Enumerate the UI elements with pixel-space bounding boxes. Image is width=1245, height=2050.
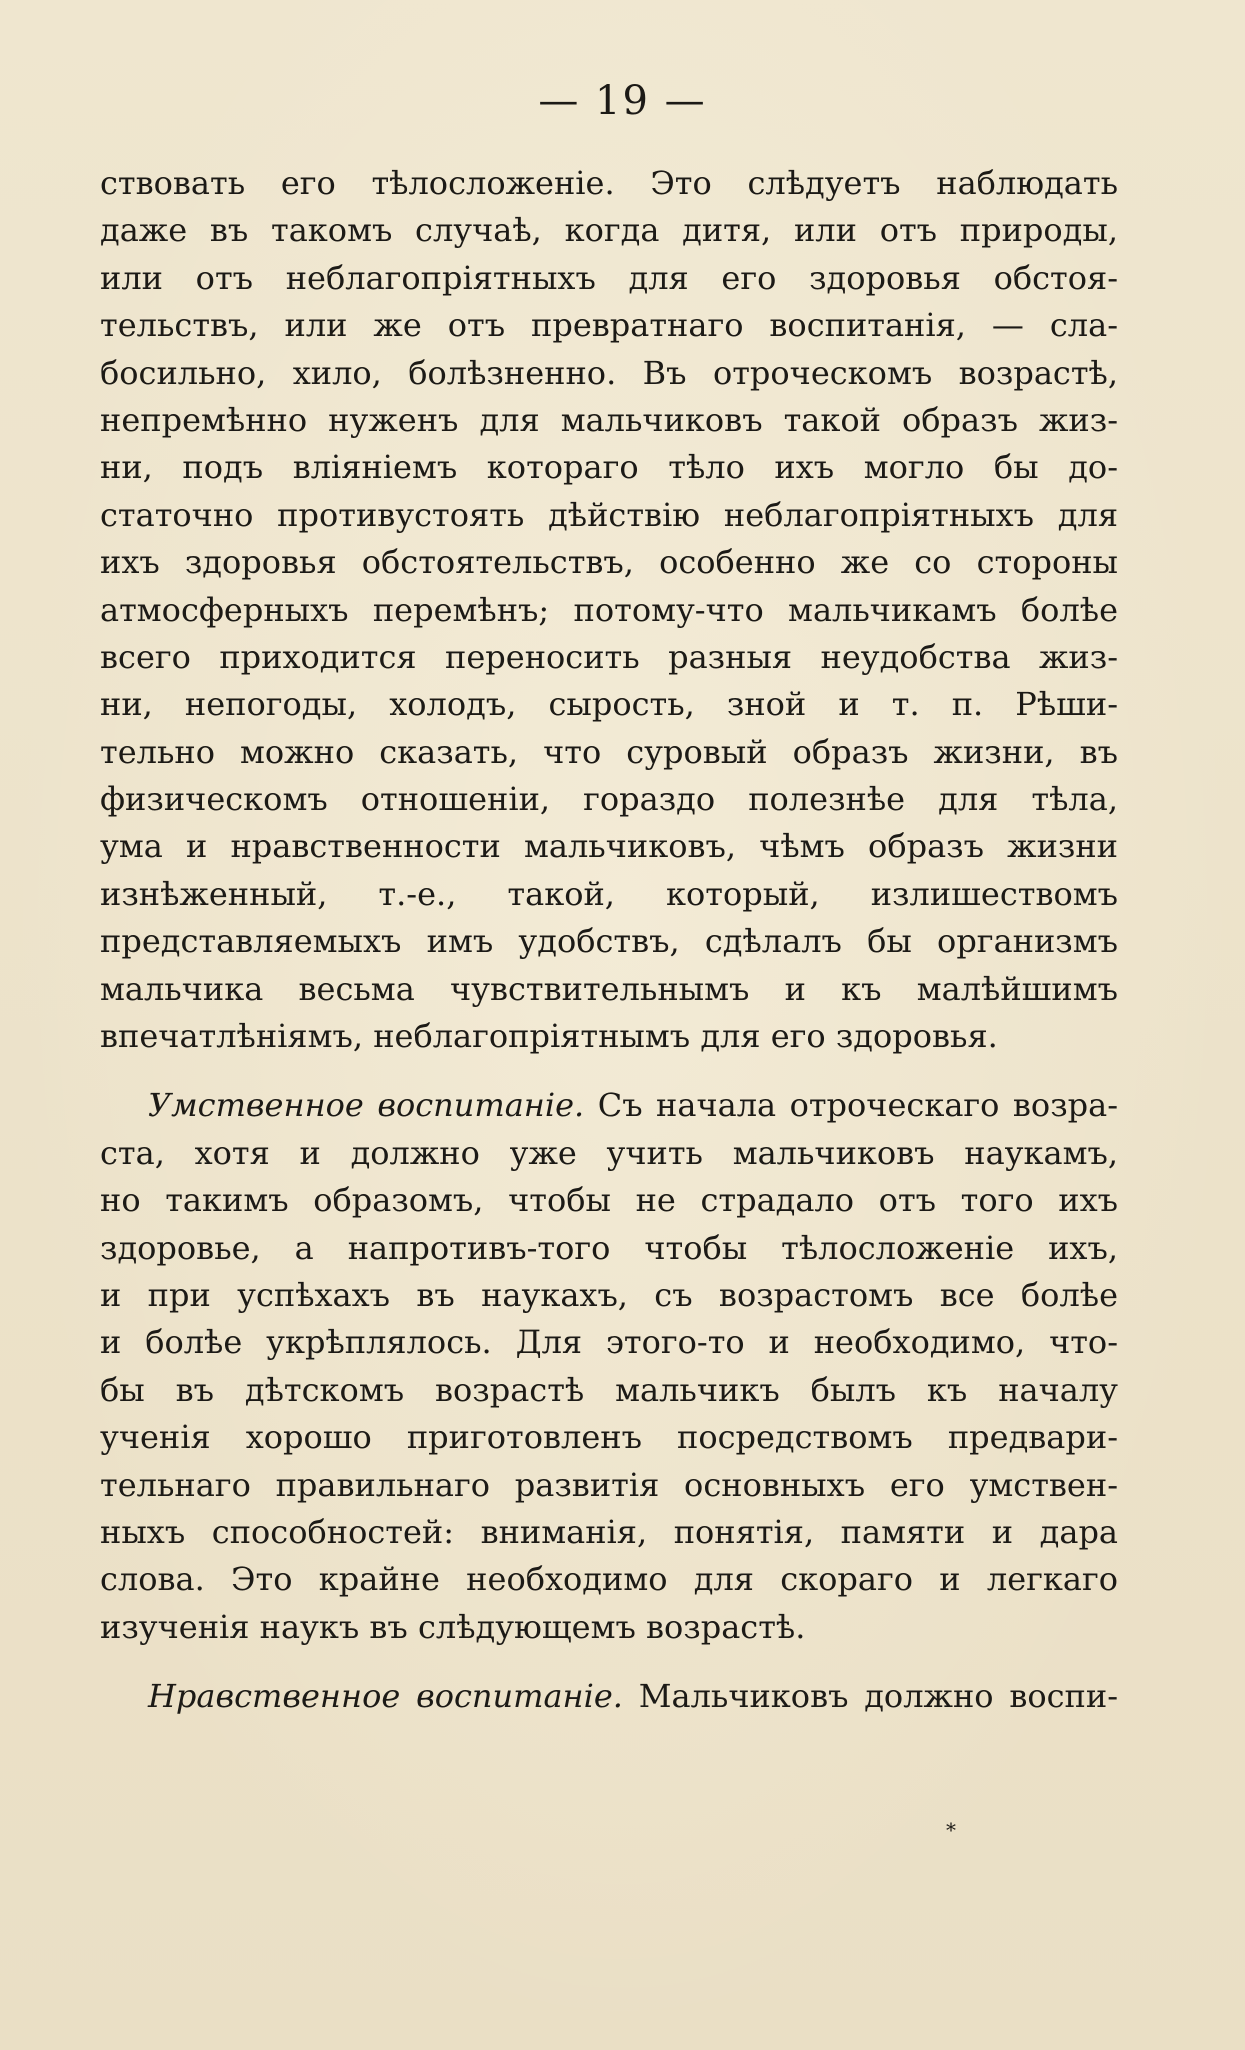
heading-line-rest: Мальчиковъ должно воспи- <box>638 1677 1118 1716</box>
heading-line-rest: Съ начала отроческаго возра- <box>597 1086 1119 1125</box>
text-line: физическомъ отношеніи, гораздо полезнѣе для тѣла, <box>100 780 1118 819</box>
text-line: ни, подъ вліяніемъ котораго тѣло ихъ могло бы до- <box>100 448 1118 487</box>
text-line: изнѣженный, т.-е., такой, который, излишествомъ <box>100 874 1118 913</box>
body-text <box>100 160 1118 1721</box>
text-line: слова. Это крайне необходимо для скораго и легкаго <box>100 1560 1118 1599</box>
paragraph-moral-education <box>100 1673 1118 1720</box>
text-line: тельно можно сказать, что суровый образъ жизни, въ <box>100 732 1118 771</box>
section-heading-moral: Нравственное воспитаніе. <box>148 1677 623 1716</box>
text-line: ста, хотя и должно уже учить мальчиковъ наукамъ, <box>100 1133 1118 1172</box>
text-line: непремѣнно нуженъ для мальчиковъ такой образъ жиз- <box>100 400 1118 439</box>
text-line: ныхъ способностей: вниманія, понятія, памяти и дара <box>100 1512 1118 1551</box>
text-line: босильно, хило, болѣзненно. Въ отроческомъ возрастѣ, <box>100 353 1118 392</box>
text-line: тельнаго правильнаго развитія основныхъ его умствен- <box>100 1465 1118 1504</box>
footer-mark: * <box>946 1818 956 1842</box>
text-line: изученія наукъ въ слѣдующемъ возрастѣ. <box>100 1607 806 1646</box>
text-line: атмосферныхъ перемѣнъ; потому-что мальчикамъ болѣе <box>100 590 1118 629</box>
page-number: — 19 — <box>538 78 707 124</box>
text-line: всего приходится переносить разныя неудобства жиз- <box>100 637 1118 676</box>
text-line: или отъ неблагопріятныхъ для его здоровья обстоя- <box>100 258 1118 297</box>
text-line: ни, непогоды, холодъ, сырость, зной и т. п. Рѣши- <box>100 685 1118 724</box>
text-line: ствовать его тѣлосложеніе. Это слѣдуетъ наблюдать <box>100 164 1118 202</box>
text-line: и болѣе укрѣплялось. Для этого-то и необходимо, что- <box>100 1323 1118 1362</box>
text-line: впечатлѣніямъ, неблагопріятнымъ для его здоровья. <box>100 1017 998 1056</box>
text-line: здоровье, а напротивъ-того чтобы тѣлосложеніе ихъ, <box>100 1228 1118 1267</box>
text-line-heading <box>100 1082 1118 1129</box>
paragraph-gap <box>100 1060 1118 1082</box>
text-line: но такимъ образомъ, чтобы не страдало отъ того ихъ <box>100 1181 1118 1220</box>
text-line: представляемыхъ имъ удобствъ, сдѣлалъ бы организмъ <box>100 922 1118 961</box>
text-line: ученія хорошо приготовленъ посредствомъ предвари- <box>100 1418 1118 1457</box>
text-line: бы въ дѣтскомъ возрастѣ мальчикъ былъ къ началу <box>100 1370 1118 1409</box>
paragraph-mental-education <box>100 1082 1118 1651</box>
text-line-heading <box>100 1673 1118 1720</box>
paragraph-gap <box>100 1651 1118 1673</box>
text-line: ума и нравственности мальчиковъ, чѣмъ образъ жизни <box>100 827 1118 866</box>
text-line: мальчика весьма чувствительнымъ и къ малѣйшимъ <box>100 969 1118 1008</box>
text-line: даже въ такомъ случаѣ, когда дитя, или отъ природы, <box>100 211 1118 250</box>
text-line: тельствъ, или же отъ превратнаго воспитанія, — сла- <box>100 306 1118 345</box>
text-line: статочно противустоять дѣйствію неблагопріятныхъ для <box>100 495 1118 534</box>
paragraph-physical <box>100 160 1118 1060</box>
section-heading-mental: Умственное воспитаніе. <box>148 1086 585 1125</box>
text-line: ихъ здоровья обстоятельствъ, особенно же со стороны <box>100 543 1118 582</box>
text-line: и при успѣхахъ въ наукахъ, съ возрастомъ все болѣе <box>100 1275 1118 1314</box>
